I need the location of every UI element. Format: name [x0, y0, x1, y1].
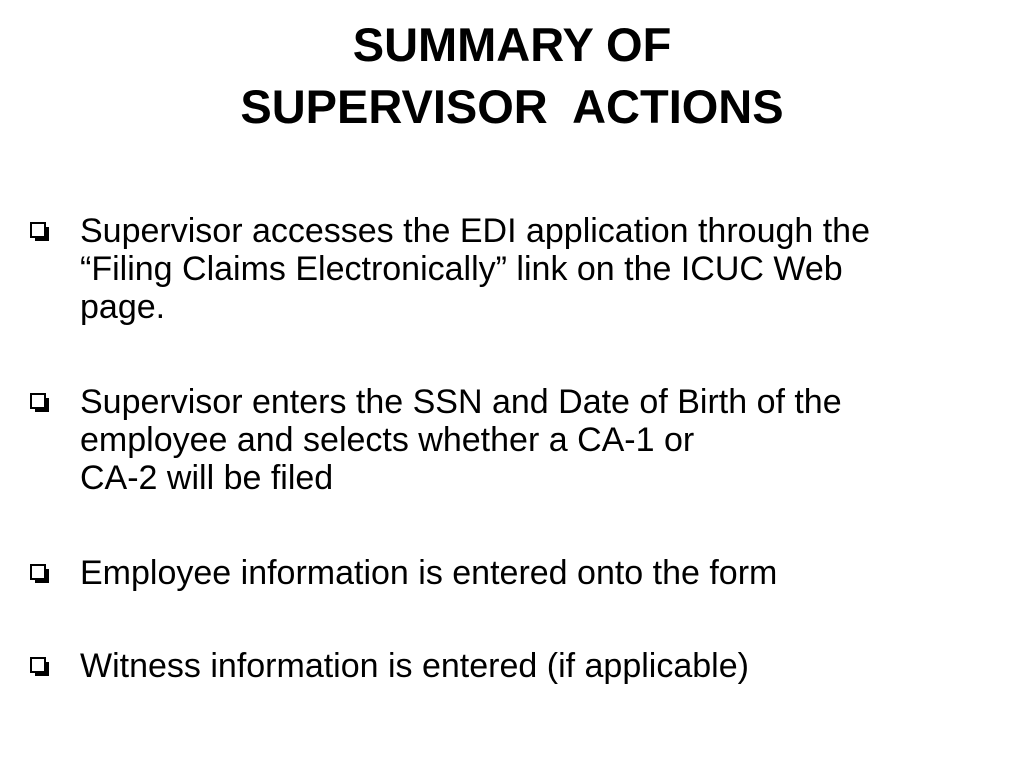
title-line: SUPERVISOR ACTIONS [240, 80, 784, 133]
bullet-text [80, 383, 1015, 497]
bullet-line: Supervisor enters the SSN and Date of Birth of the [80, 383, 842, 421]
slide-title [0, 14, 1024, 138]
bullet-text [80, 647, 1015, 685]
bullet-text [80, 554, 1015, 592]
bullet-line: page. [80, 288, 166, 326]
checkbox-icon [30, 222, 50, 242]
checkbox-icon [30, 393, 50, 413]
bullet-line: Supervisor accesses the EDI application through the [80, 212, 871, 250]
bullet-line: CA-2 will be filed [80, 459, 334, 497]
bullet-item [30, 554, 1015, 592]
bullet-text [80, 212, 1015, 326]
bullet-item [30, 212, 1015, 326]
bullet-list [30, 212, 1015, 742]
bullet-line: Employee information is entered onto the form [80, 554, 778, 592]
bullet-item [30, 647, 1015, 685]
bullet-line: Witness information is entered (if applicable) [80, 647, 749, 685]
checkbox-icon [30, 564, 50, 584]
bullet-line: employee and selects whether a CA-1 or [80, 421, 695, 459]
checkbox-icon [30, 657, 50, 677]
bullet-line: “Filing Claims Electronically” link on the ICUC Web [80, 250, 843, 288]
bullet-item [30, 383, 1015, 497]
title-line: SUMMARY OF [352, 18, 672, 71]
